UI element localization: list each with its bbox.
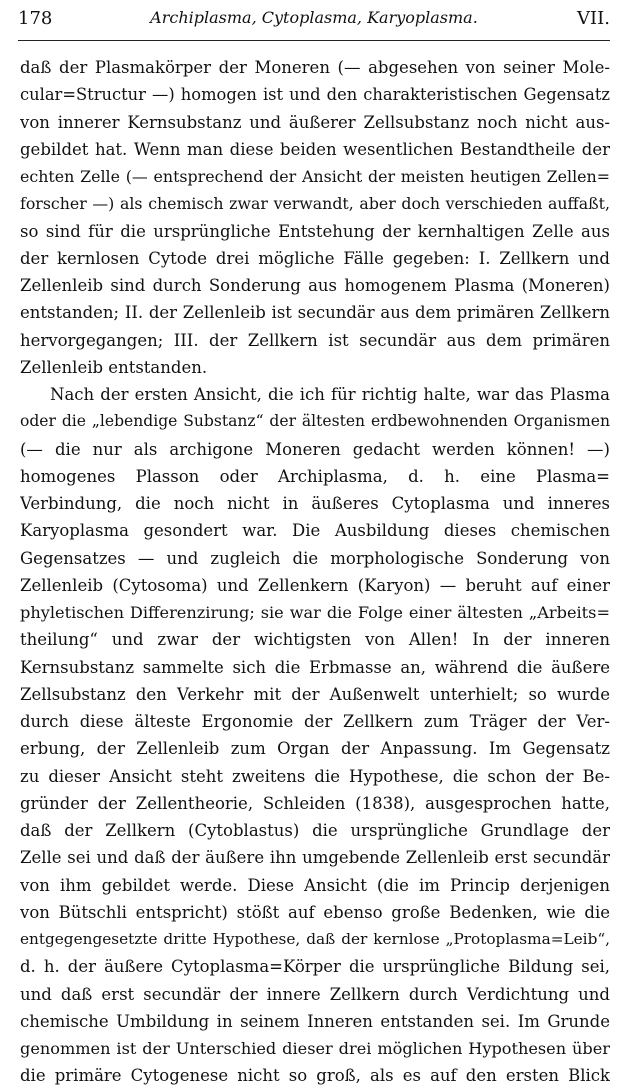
text-line: hervorgegangen; III. der Zellkern ist secundär aus dem primären [20, 330, 610, 350]
text-line: Zellenleib sind durch Sonderung aus homogenem Plasma (Moneren) [20, 276, 610, 295]
page-number: 178 [18, 8, 53, 29]
text-line: Zelle sei und daß der äußere ihn umgebende Zellenleib erst secundär [20, 848, 610, 868]
text-line: Zellenleib entstanden. [20, 357, 208, 377]
text-line: zu dieser Ansicht steht zweitens die Hypothese, die schon der Be- [20, 766, 610, 786]
text-line: Gegensatzes — und zugleich die morphologische Sonderung von [20, 548, 610, 568]
text-line: d. h. der äußere Cytoplasma=Körper die ursprüngliche Bildung sei, [20, 957, 610, 977]
text-line: daß der Zellkern (Cytoblastus) die ursprüngliche Grundlage der [20, 821, 610, 840]
text-line: phyletischen Differenzirung; sie war die Folge einer ältesten „Arbeits= [20, 603, 610, 622]
text-line: Karyoplasma gesondert war. Die Ausbildung dieses chemischen [20, 521, 610, 541]
page-header [18, 6, 610, 34]
text-line: von innerer Kernsubstanz und äußerer Zellsubstanz noch nicht aus- [20, 112, 610, 132]
text-line: cular=Structur —) homogen ist und den charakteristischen Gegensatz [20, 85, 610, 105]
text-line: daß der Plasmakörper der Moneren (— abgesehen von seiner Mole- [20, 58, 610, 77]
text-line: gebildet hat. Wenn man diese beiden wesentlichen Bestandtheile der [20, 139, 610, 159]
text-line: echten Zelle (— entsprechend der Ansicht der meisten heutigen Zellen= [20, 167, 610, 186]
text-line: Kernsubstanz sammelte sich die Erbmasse an, während die äußere [20, 657, 610, 677]
body-text [20, 54, 610, 1090]
text-line: erbung, der Zellenleib zum Organ der Anpassung. Im Gegensatz [20, 739, 610, 759]
text-line: forscher —) als chemisch zwar verwandt, aber doch verschieden auffaßt, [20, 194, 610, 214]
text-line: Verbindung, die noch nicht in äußeres Cytoplasma und inneres [20, 494, 610, 513]
text-line: die primäre Cytogenese nicht so groß, als es auf den ersten Blick [20, 1066, 610, 1086]
text-line: homogenes Plasson oder Archiplasma, d. h. eine Plasma= [20, 466, 610, 486]
text-line: so sind für die ursprüngliche Entstehung der kernhaltigen Zelle aus [20, 221, 610, 241]
text-line: durch diese älteste Ergonomie der Zellkern zum Träger der Ver- [20, 712, 610, 731]
text-line: chemische Umbildung in seinem Inneren entstanden sei. Im Grunde [20, 1011, 610, 1031]
text-line: Zellsubstanz den Verkehr mit der Außenwelt unterhielt; so wurde [20, 684, 610, 704]
text-line: theilung“ und zwar der wichtigsten von Allen! In der inneren [20, 630, 610, 650]
text-line: von Bütschli entspricht) stößt auf ebenso große Bedenken, wie die [20, 902, 610, 922]
text-line: entgegengesetzte dritte Hypothese, daß der kernlose „Protoplasma=Leib“, [20, 930, 610, 948]
text-line: genommen ist der Unterschied dieser drei möglichen Hypothesen über [20, 1039, 610, 1058]
text-line: gründer der Zellentheorie, Schleiden (1838), ausgesprochen hatte, [20, 793, 610, 813]
text-line: Zellenleib (Cytosoma) und Zellenkern (Karyon) — beruht auf einer [20, 575, 610, 595]
text-line: und daß erst secundär der innere Zellkern durch Verdichtung und [20, 984, 610, 1004]
chapter-number: VII. [577, 8, 610, 29]
header-rule [18, 40, 610, 41]
text-line: Nach der ersten Ansicht, die ich für richtig halte, war das Plasma [50, 385, 610, 404]
text-line: oder die „lebendige Substanz“ der ältesten erdbewohnenden Organismen [20, 412, 610, 431]
text-line: entstanden; II. der Zellenleib ist secundär aus dem primären Zellkern [20, 303, 610, 323]
text-line: (— die nur als archigone Moneren gedacht werden können! —) [20, 439, 610, 459]
text-line: von ihm gebildet werde. Diese Ansicht (die im Princip derjenigen [20, 875, 610, 895]
running-title: Archiplasma, Cytoplasma, Karyoplasma. [150, 8, 478, 27]
text-line: der kernlosen Cytode drei mögliche Fälle gegeben: I. Zellkern und [20, 248, 610, 268]
